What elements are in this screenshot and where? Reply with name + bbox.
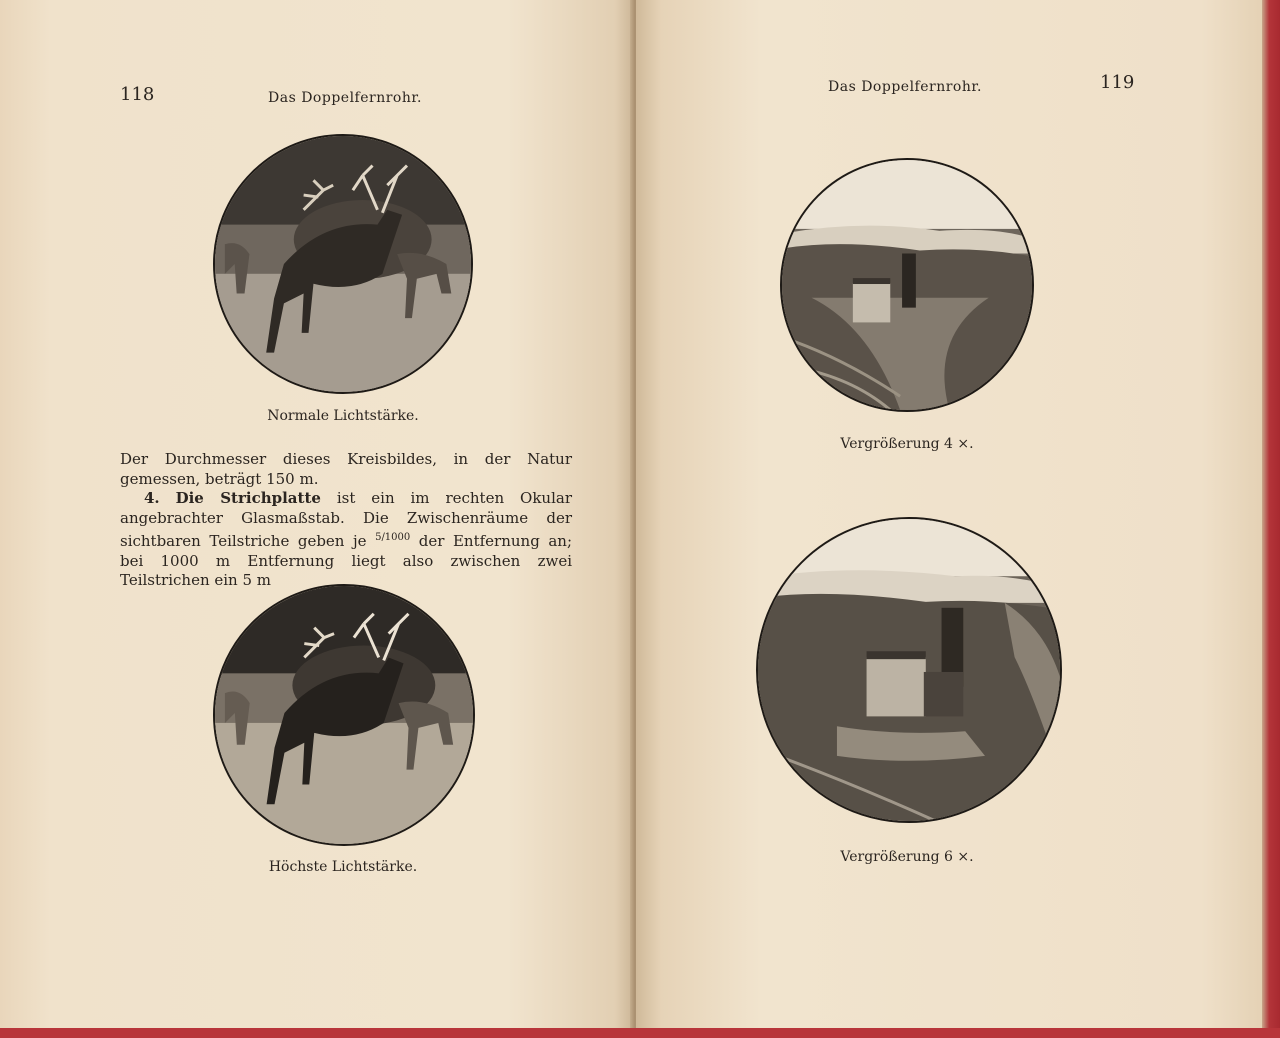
left-page bbox=[0, 0, 634, 1030]
fraction: 5/1000 bbox=[375, 532, 411, 543]
reticle-heading: Die Strichplatte bbox=[175, 489, 321, 507]
running-head-left: Das Doppelfernrohr. bbox=[268, 90, 422, 106]
reticle-text-b: der Entfernung an; bei 1000 m Entfernung liegt also zwischen zwei Teilstrichen ein 5 m bbox=[120, 532, 573, 589]
right-page bbox=[636, 0, 1264, 1030]
caption-magnification-6x: Vergrößerung 6 ×. bbox=[840, 849, 974, 865]
page-number-right: 119 bbox=[1100, 72, 1135, 93]
caption-normal-brightness: Normale Lichtstärke. bbox=[267, 408, 419, 424]
castle-photo-6x bbox=[756, 517, 1062, 823]
caption-highest-brightness: Höchste Lichtstärke. bbox=[268, 859, 418, 875]
page-number-left: 118 bbox=[120, 84, 155, 105]
book-cover-bottom bbox=[0, 1028, 1280, 1038]
paragraph-number: 4. bbox=[144, 489, 160, 507]
running-head-right: Das Doppelfernrohr. bbox=[828, 79, 982, 95]
paragraph-reticle bbox=[120, 489, 572, 591]
paragraph-diameter: Der Durchmesser dieses Kreisbildes, in der Natur gemessen, beträgt 150 m. bbox=[120, 450, 572, 488]
book-cover-edge bbox=[1262, 0, 1280, 1038]
reticle-text-a: ist ein im rechten Okular angebrachter Glasmaßstab. Die Zwischenräume der sichtbaren Teilstriche geben je bbox=[120, 489, 572, 550]
deer-photo-highest bbox=[213, 584, 475, 846]
deer-photo-normal bbox=[213, 134, 473, 394]
caption-magnification-4x: Vergrößerung 4 ×. bbox=[840, 436, 974, 452]
castle-photo-4x bbox=[780, 158, 1034, 412]
body-text bbox=[120, 450, 572, 591]
